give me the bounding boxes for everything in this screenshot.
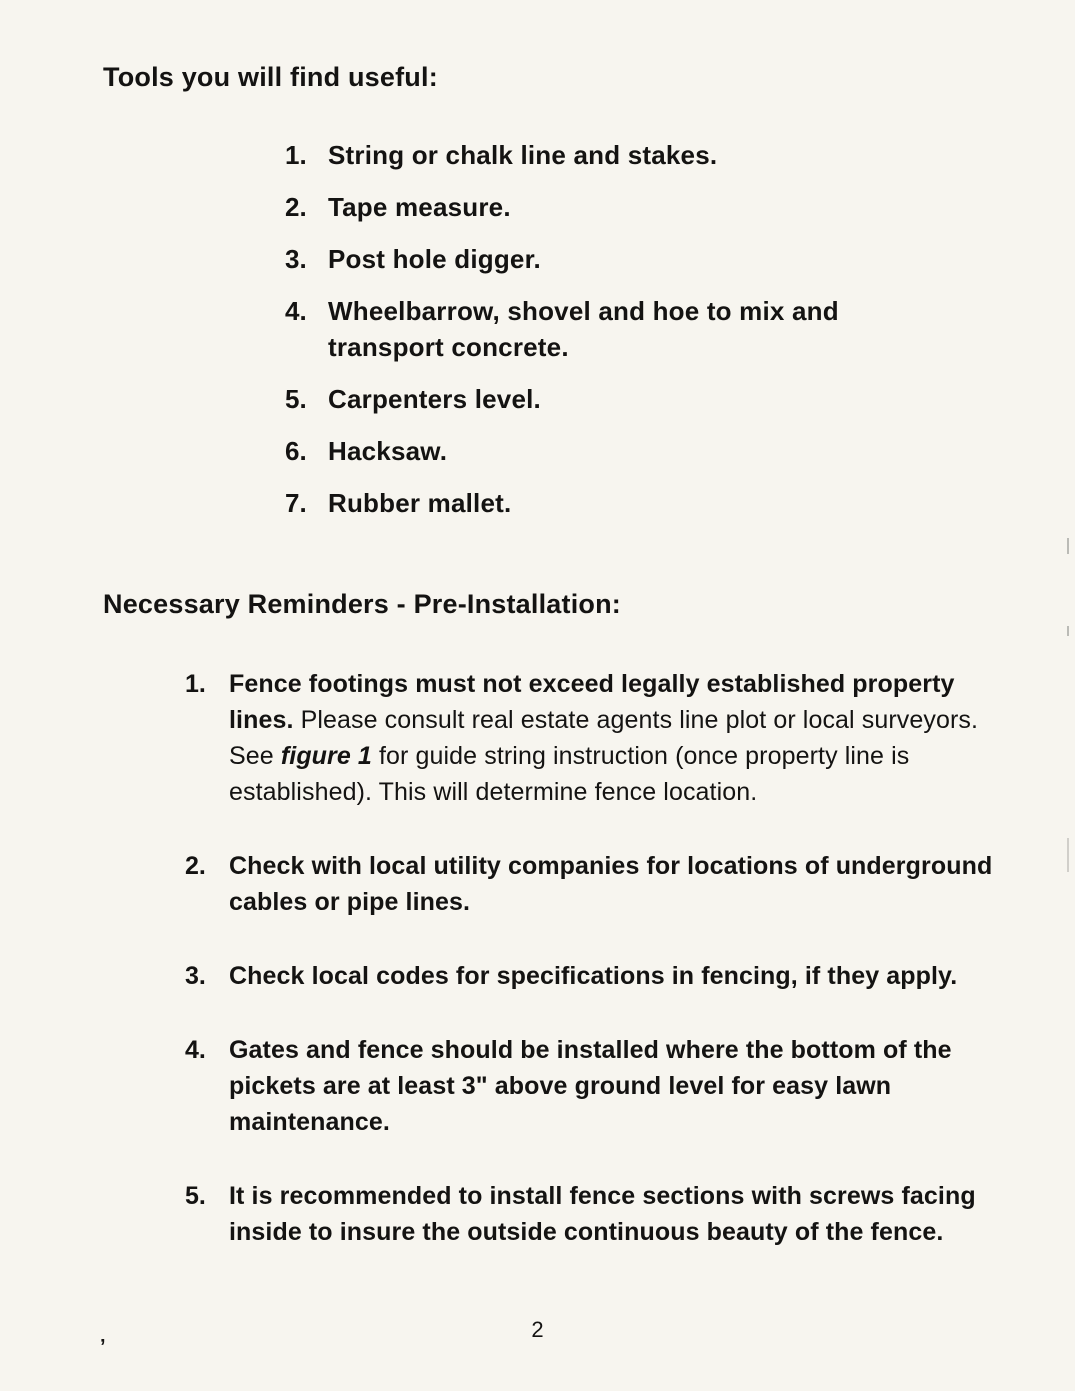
list-item-number: 6.	[285, 436, 307, 466]
reminder-regular-text: for guide string instruction (once property line is established). This will determine fence location.	[229, 742, 910, 806]
list-item-number: 4.	[185, 1036, 206, 1064]
list-item-text: Tape measure.	[328, 192, 511, 222]
tools-heading: Tools you will find useful:	[103, 62, 438, 92]
list-item-number: 3.	[185, 962, 206, 990]
list-item-text: Hacksaw.	[328, 436, 448, 466]
list-item-number: 2.	[285, 192, 307, 222]
figure-reference: figure 1	[280, 742, 372, 770]
list-item-text: It is recommended to install fence sections with screws facing inside to insure the outside continuous beauty of the fence.	[229, 1182, 976, 1246]
list-item-number: 7.	[285, 488, 307, 518]
list-item	[285, 293, 1035, 365]
list-item-text: Wheelbarrow, shovel and hoe to mix and transport concrete.	[328, 296, 839, 362]
list-item-number: 5.	[185, 1182, 206, 1210]
scan-stray-mark: ’	[100, 1336, 106, 1358]
list-item	[285, 137, 1035, 173]
reminder-regular-text: Please consult real estate agents line plot or local surveyors. See	[229, 706, 979, 770]
list-item-text: Carpenters level.	[328, 384, 541, 414]
page-number: 2	[531, 1317, 544, 1342]
list-item	[185, 958, 1035, 994]
list-item	[285, 485, 1035, 521]
list-item	[285, 381, 1035, 417]
tools-list	[285, 137, 1035, 521]
list-item-text: String or chalk line and stakes.	[328, 140, 718, 170]
list-item-number: 4.	[285, 296, 307, 326]
reminders-list	[185, 666, 1035, 1250]
list-item	[185, 1032, 1035, 1140]
list-item-text: Gates and fence should be installed where the bottom of the pickets are at least 3" above ground level for easy lawn maintenance.	[229, 1036, 952, 1136]
scan-artifact	[1067, 626, 1069, 636]
list-item-text	[229, 666, 1019, 810]
scan-artifact	[1067, 838, 1069, 872]
list-item-text: Check with local utility companies for locations of underground cables or pipe lines.	[229, 852, 993, 916]
list-item-number: 2.	[185, 852, 206, 880]
list-item-text: Check local codes for specifications in fencing, if they apply.	[229, 962, 958, 990]
list-item	[285, 189, 1035, 225]
list-item-text: Rubber mallet.	[328, 488, 512, 518]
list-item-number: 3.	[285, 244, 307, 274]
list-item	[285, 241, 1035, 277]
reminder-bold-text: Fence footings must not exceed legally established property lines.	[229, 670, 955, 734]
list-item-number: 1.	[185, 670, 206, 698]
list-item	[285, 433, 1035, 469]
list-item-number: 5.	[285, 384, 307, 414]
list-item-number: 1.	[285, 140, 307, 170]
list-item-text: Post hole digger.	[328, 244, 541, 274]
reminders-heading: Necessary Reminders - Pre-Installation:	[103, 589, 621, 619]
scan-artifact	[1067, 538, 1069, 554]
list-item	[185, 1178, 1035, 1250]
list-item	[185, 848, 1035, 920]
list-item	[185, 666, 1035, 810]
